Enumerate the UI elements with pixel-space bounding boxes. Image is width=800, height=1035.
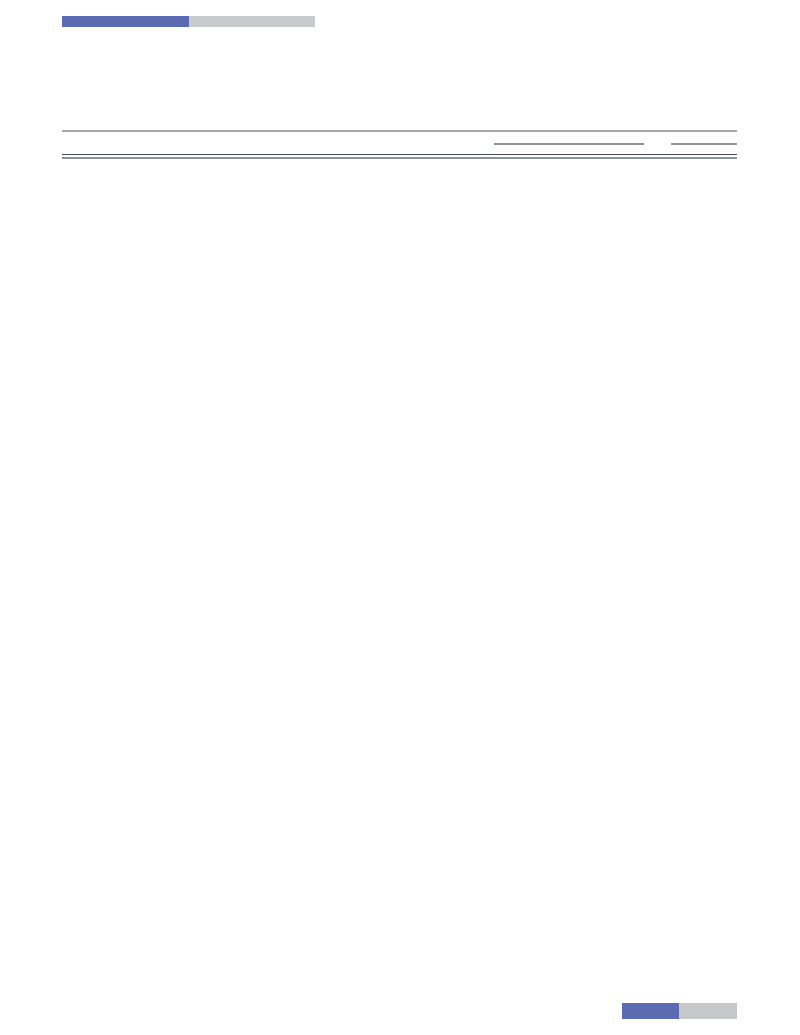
- table-year-header: [62, 145, 737, 155]
- footer-accent-block: [622, 1003, 679, 1019]
- units-yen-group: [494, 140, 644, 145]
- return-on-equity-plot: [418, 663, 686, 875]
- financial-highlights-table: [62, 130, 737, 159]
- operating-income-margin-plot: [115, 663, 383, 875]
- accent-bar-blue: [62, 16, 189, 27]
- table-units-header: [62, 132, 737, 145]
- header-accent-bar: [62, 16, 315, 27]
- table-bottom-rule: [62, 157, 737, 159]
- units-usd-group: [671, 140, 737, 145]
- footer-page-number: [679, 1003, 737, 1019]
- operating-income-margin-chart: [115, 661, 383, 880]
- accent-bar-gray: [189, 16, 315, 27]
- return-on-equity-chart: [418, 661, 686, 880]
